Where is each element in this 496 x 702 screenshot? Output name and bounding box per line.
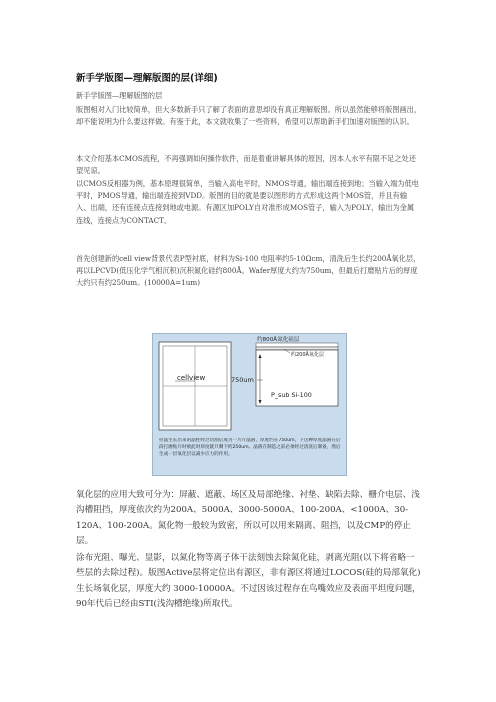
- subtitle-paragraph: 新手学版图—理解版图的层: [76, 91, 163, 100]
- cross-section-figure: [152, 333, 347, 476]
- thickness-label: 750um: [231, 376, 254, 384]
- oxide-label: 约200Å氧化层: [291, 352, 324, 358]
- locos-paragraph: 涂布光阻、曝光、显影，以氮化物等离子体干法刻蚀去除氮化硅，剥离光阻(以下将省略一些层的去除过程)。版图Active层将定位出有源区，非有源区将通过LOCOS(硅的局部氧化)生长场氧化层，厚度大约 3000-10000A。不过因该过程存在鸟嘴效应及表面平坦度问题，90年代后已经由STI(浅沟槽绝缘)所取代。: [76, 553, 421, 610]
- figure-diagram: [153, 334, 346, 475]
- inverter-paragraph: 以CMOS反相器为例，基本原理很简单，当输入高电平时，NMOS导通，输出端连接到地；当输入端为低电平时，PMOS导通，输出端连接到VDD。版图的目的就是要以图形的方式形成这两个MOS管，并且有输入、出端，还有连接点连接到地或电源。有源区加POLY自对准形成MOS管子，输入为POLY，输出为金属连线，连接点为CONTACT。: [76, 179, 419, 225]
- document-title: 新手学版图—理解版图的层(详细): [76, 73, 218, 84]
- process-paragraph: 首先创建新的cell view背景代表P型衬底，材料为Si-100 电阻率约5-10Ωcm，清洗后生长约200Å氧化层，再以LPCVD(低压化学气相沉积)沉积氮化硅约800Å。Wafer厚度大约为750um，但最后打磨贴片后的厚度大约只有约250um。(10000A=1um): [76, 254, 421, 288]
- oxide-layer: [256, 347, 338, 350]
- oxide-usage-paragraph: 氧化层的应用大致可分为：屏蔽、遮蔽、场区及局部绝缘、衬垫、缺陷去除、栅介电层、浅沟槽阻挡，厚度依次约为200A、5000A、3000-5000A、100-200A、<1000A、30-120A、100-200A。氮化物一般较为致密，所以可以用来隔离、阻挡，以及CMP的停止层。: [76, 490, 420, 547]
- intro-paragraph: 版图相对入门比较简单，但大多数新手只了解了表面的意思却没有真正理解版图。所以虽然能够将版图画出，却不能说明为什么要这样做。有鉴于此，本文就收集了一些资料，希望可以帮助新手们加速对版图的认识。: [76, 105, 422, 127]
- figure-caption: 拉晶生长出来的晶柱经过切割后成为一片片晶圆，厚度约在750um，下这种厚度晶圆在后段打磨贴片时被此时厚度就只剩下约250um。晶圆在制造之前必须经过清洗后制备，然后生成一层氧化层以减少应力的作用。: [159, 438, 341, 457]
- scope-paragraph: 本文介绍基本CMOS流程，不再强调如何操作软件，而是着重讲解具体的原因，因本人水平有限不足之处还望见谅。: [76, 154, 416, 176]
- substrate-label: P_sub Si-100: [271, 391, 312, 399]
- nitride-label: 约800Å氮化硅层: [257, 337, 300, 343]
- cellview-label: cellview: [177, 374, 206, 382]
- nitride-layer: [256, 343, 338, 347]
